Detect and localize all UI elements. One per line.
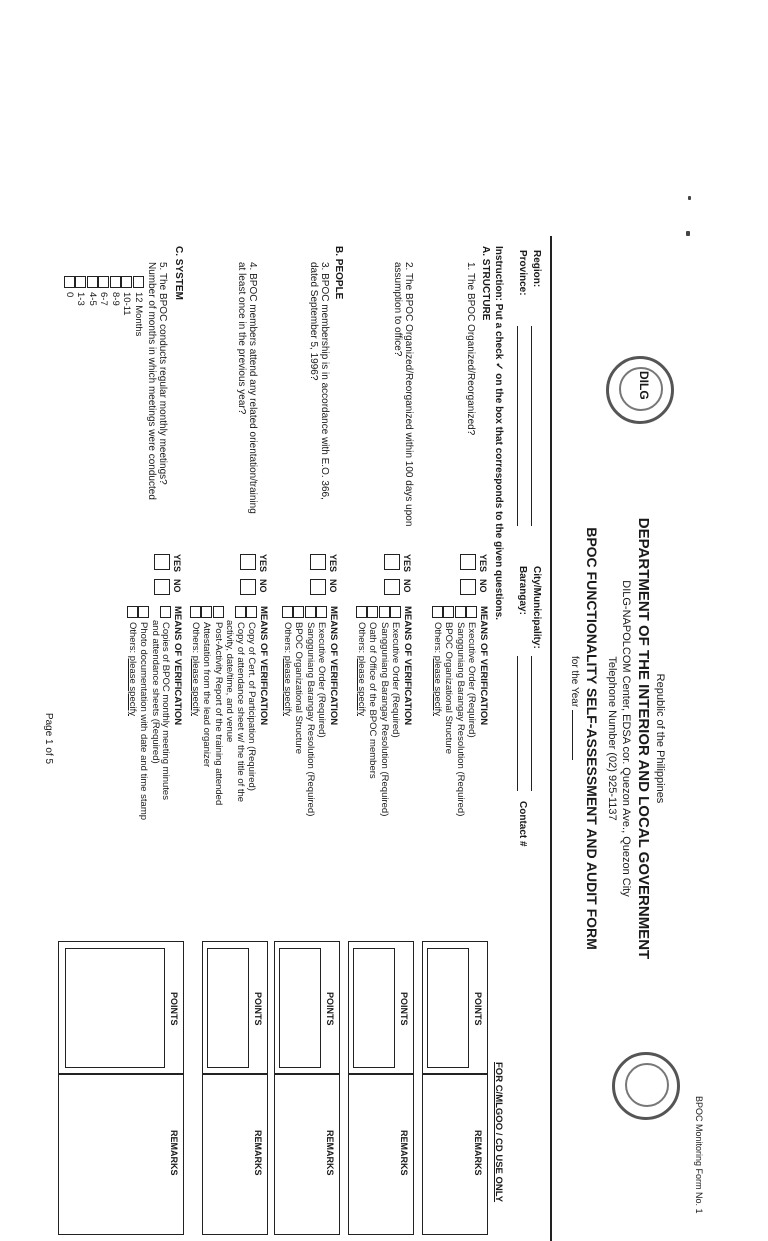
q3-mov-item (281, 606, 293, 816)
for-official-use-label: FOR C/MLGOO / CD USE ONLY (493, 1062, 504, 1203)
q3-mov-checkbox[interactable] (293, 606, 304, 618)
q2-mov-heading: MEANS OF VERIFICATION (402, 606, 413, 726)
barangay-label: Barangay: (517, 566, 528, 615)
months-option-label: 6-7 (98, 292, 110, 306)
q4-points-box (202, 941, 268, 1075)
q4-mov-checkbox[interactable] (235, 606, 246, 618)
q1-mov-item (466, 606, 478, 816)
q3-points-label: POINTS (325, 992, 335, 1026)
question-3-line-2: dated September 5, 1996? (308, 262, 319, 381)
q4-mov-text: activity, date/time, and venue (224, 620, 236, 743)
region-label: Region: (531, 250, 542, 288)
q3-mov-block (281, 606, 338, 816)
months-option (86, 276, 98, 336)
dilg-logo-lettering: DILG (637, 371, 651, 400)
question-2-line-2: assumption to office? (392, 262, 403, 357)
q2-mov-text: Oath of Office of the BPOC members (367, 622, 379, 779)
q3-mov-checkbox[interactable] (305, 606, 316, 618)
city-municipality-label: City/Municipality: (531, 566, 542, 649)
q5-mov-text: and attendance sheets (Required) (149, 620, 161, 764)
q3-mov-text: Sangguniang Barangay Resolution (Required) (304, 622, 316, 817)
months-list (63, 276, 144, 336)
header-department: DEPARTMENT OF THE INTERIOR AND LOCAL GOVERNMENT (635, 517, 652, 960)
for-the-year (569, 656, 580, 760)
q3-mov-heading: MEANS OF VERIFICATION (328, 606, 339, 726)
q1-mov-checkbox[interactable] (432, 606, 443, 618)
q1-mov-checkbox[interactable] (467, 606, 478, 618)
q1-mov-others-label: Others: (431, 622, 443, 654)
question-5-line-1: 5. The BPOC conducts regular monthly meetings? (157, 262, 168, 485)
q4-mov-text: Copy of attendance sheet w/ the title of the (234, 622, 246, 803)
q1-points-box (422, 941, 488, 1075)
q3-mov-text: BPOC Organizational Structure (293, 622, 305, 755)
q4-remarks-label: REMARKS (253, 1130, 263, 1176)
q5-yes-checkbox[interactable] (154, 554, 170, 570)
q5-remarks-box (58, 1073, 184, 1235)
q3-mov-item (293, 606, 305, 816)
q5-no-label: NO (172, 579, 182, 593)
province-label: Province: (517, 250, 528, 296)
section-c-title: C. SYSTEM (173, 246, 184, 300)
q3-points-box (274, 941, 340, 1075)
q4-mov-specify[interactable]: please specify (189, 655, 201, 716)
q1-mov-text: Sangguniang Barangay Resolution (Required) (454, 622, 466, 817)
region-field[interactable] (531, 326, 532, 526)
q3-yes-checkbox[interactable] (310, 554, 326, 570)
q4-mov-item (234, 606, 246, 805)
city-municipality-field[interactable] (531, 656, 532, 791)
q5-mov-text: Copies of BPOC monthly meeting minutes (160, 622, 172, 800)
q1-mov-checkbox[interactable] (455, 606, 466, 618)
q2-mov-item (367, 606, 379, 816)
q3-mov-checkbox[interactable] (282, 606, 293, 618)
months-option-label: 10-11 (121, 292, 133, 316)
q5-mov-checkbox[interactable] (138, 606, 149, 618)
q2-mov-checkbox[interactable] (356, 606, 367, 618)
question-5 (146, 262, 168, 500)
q4-mov-checkbox[interactable] (190, 606, 201, 618)
q1-mov-text: BPOC Organizational Structure (443, 622, 455, 755)
q5-mov-checkbox[interactable] (161, 606, 172, 618)
question-1: 1. The BPOC Organized/Reorganized? (465, 262, 476, 436)
header-telephone: Telephone Number (02) 925-1137 (606, 656, 618, 821)
q2-mov-others-label: Others: (355, 622, 367, 654)
q2-points-field[interactable] (353, 948, 395, 1068)
q5-mov-text: Photo documentation with date and time stamp (138, 622, 150, 821)
q1-points-label: POINTS (473, 992, 483, 1026)
q1-points-field[interactable] (427, 948, 469, 1068)
question-5-line-2: Number of months in which meetings were conducted (146, 262, 157, 500)
months-checkbox[interactable] (121, 276, 132, 288)
q4-mov-text: Attestation from the lead organizer (201, 622, 213, 768)
q1-mov-specify[interactable]: please specify (431, 655, 443, 716)
q4-mov-others-label: Others: (189, 622, 201, 654)
q2-points-box (348, 941, 414, 1075)
months-option (121, 276, 133, 336)
q3-points-field[interactable] (279, 948, 321, 1068)
q2-no-checkbox[interactable] (384, 579, 400, 595)
q4-yes-checkbox[interactable] (240, 554, 256, 570)
q5-no-checkbox[interactable] (154, 579, 170, 595)
q3-mov-text: Executive Order (Required) (316, 622, 328, 738)
q5-mov-item (160, 606, 172, 820)
q3-no-checkbox[interactable] (310, 579, 326, 595)
q1-mov-heading: MEANS OF VERIFICATION (478, 606, 489, 726)
q1-mov-text: Executive Order (Required) (466, 622, 478, 738)
months-option (109, 276, 121, 336)
q4-yes-label: YES (258, 554, 268, 573)
q4-no-checkbox[interactable] (240, 579, 256, 595)
months-checkbox[interactable] (64, 276, 75, 288)
q4-mov-checkbox[interactable] (247, 606, 258, 618)
q3-remarks-label: REMARKS (325, 1130, 335, 1176)
q5-mov-block (126, 606, 182, 820)
form-page (32, 236, 704, 1241)
months-checkbox[interactable] (133, 276, 144, 288)
instruction-text: Instruction: Put a check ✓ on the box that corresponds to the given questions. (493, 246, 504, 620)
q2-mov-item (378, 606, 390, 816)
q2-yes-label: YES (402, 554, 412, 573)
q2-remarks-label: REMARKS (399, 1130, 409, 1176)
page-number: Page 1 of 5 (43, 712, 54, 765)
q5-remarks-label: REMARKS (169, 1130, 179, 1176)
question-4 (236, 262, 258, 514)
q1-remarks-label: REMARKS (473, 1130, 483, 1176)
q1-mov-item (443, 606, 455, 816)
q5-mov-others-label: Others: (126, 622, 138, 654)
q4-points-field[interactable] (207, 948, 249, 1068)
question-4-line-2: at least once in the previous year? (236, 262, 247, 415)
q3-mov-item (304, 606, 316, 816)
q4-mov-checkbox[interactable] (213, 606, 224, 618)
months-checkbox[interactable] (98, 276, 109, 288)
barangay-field[interactable] (517, 656, 518, 791)
q5-yes-label: YES (172, 554, 182, 573)
q2-remarks-box (348, 1073, 414, 1235)
q2-mov-specify[interactable]: please specify (355, 655, 367, 716)
q2-mov-text: Executive Order (Required) (390, 622, 402, 738)
q1-mov-checkbox[interactable] (443, 606, 454, 618)
q2-mov-block (355, 606, 412, 816)
q3-mov-item (316, 606, 328, 816)
q3-mov-others-label: Others: (281, 622, 293, 654)
q1-yes-checkbox[interactable] (460, 554, 476, 570)
q3-remarks-box (274, 1073, 340, 1235)
contact-label: Contact # (517, 801, 528, 847)
q1-remarks-box (422, 1073, 488, 1235)
months-checkbox[interactable] (87, 276, 98, 288)
form-title: BPOC FUNCTIONALITY SELF-ASSESSMENT AND AUDIT FORM (584, 527, 600, 950)
q4-mov-item (246, 606, 258, 805)
question-4-line-1: 4. BPOC members attend any related orientation/training (247, 262, 258, 514)
q4-mov-text: Post-Activity Report of the training attended (212, 622, 224, 806)
q2-points-label: POINTS (399, 992, 409, 1026)
months-option (98, 276, 110, 336)
q5-mov-heading: MEANS OF VERIFICATION (172, 606, 183, 726)
months-option-label: 12 Months (132, 292, 144, 337)
scan-speck (688, 196, 691, 200)
form-number: BPOC Monitoring Form No. 1 (694, 1096, 704, 1214)
question-2-line-1: 2. The BPOC Organized/Reorganized within 100 days upon (403, 262, 414, 527)
months-option-label: 8-9 (109, 292, 121, 306)
q2-mov-checkbox[interactable] (379, 606, 390, 618)
months-checkbox[interactable] (110, 276, 121, 288)
q5-points-label: POINTS (169, 992, 179, 1026)
q4-mov-text: Copy of Cert. of Participation (Required) (246, 622, 258, 791)
header-republic: Republic of the Philippines (654, 673, 666, 804)
section-b-title: B. PEOPLE (333, 246, 344, 300)
header-divider (550, 236, 552, 1241)
q5-points-box (58, 941, 184, 1075)
months-option-label: 0 (63, 292, 75, 298)
q5-mov-item (126, 606, 138, 820)
q2-no-label: NO (402, 579, 412, 593)
header-address: DILG-NAPOLCOM Center, EDSA cor. Quezon Ave., Quezon City (620, 580, 632, 897)
q1-mov-block (431, 606, 488, 816)
for-the-year-label: for the Year (569, 656, 580, 708)
q5-mov-checkbox[interactable] (127, 606, 138, 618)
q2-mov-checkbox[interactable] (391, 606, 402, 618)
q5-mov-item-continued (149, 606, 160, 820)
months-option-label: 1-3 (75, 292, 87, 306)
q2-yes-checkbox[interactable] (384, 554, 400, 570)
q5-mov-item (138, 606, 150, 820)
year-field[interactable] (572, 710, 573, 760)
q2-mov-item (355, 606, 367, 816)
q5-points-field[interactable] (65, 948, 165, 1068)
q3-yes-label: YES (328, 554, 338, 573)
months-option (132, 276, 144, 336)
province-field[interactable] (517, 326, 518, 526)
months-checkbox[interactable] (75, 276, 86, 288)
q4-mov-block (189, 606, 268, 805)
question-3 (308, 262, 330, 500)
q4-remarks-box (202, 1073, 268, 1235)
q2-mov-checkbox[interactable] (367, 606, 378, 618)
months-option (63, 276, 75, 336)
rotated-form-page (32, 236, 704, 1241)
q4-mov-item (212, 606, 224, 805)
q4-no-label: NO (258, 579, 268, 593)
q4-mov-heading: MEANS OF VERIFICATION (258, 606, 269, 726)
q4-mov-item (189, 606, 201, 805)
q1-no-label: NO (478, 579, 488, 593)
q1-mov-item (454, 606, 466, 816)
q1-mov-item (431, 606, 443, 816)
q2-mov-text: Sangguniang Barangay Resolution (Required) (378, 622, 390, 817)
question-2 (392, 262, 414, 526)
q4-mov-item-continued (224, 606, 235, 805)
q1-yes-label: YES (478, 554, 488, 573)
question-3-line-1: 3. BPOC membership is in accordance with E.O. 366, (319, 262, 330, 500)
q2-mov-item (390, 606, 402, 816)
q4-mov-checkbox[interactable] (201, 606, 212, 618)
section-a-title: A. STRUCTURE (480, 246, 491, 321)
months-option (75, 276, 87, 336)
q5-mov-specify[interactable]: please specify (126, 655, 138, 716)
q3-mov-specify[interactable]: please specify (281, 655, 293, 716)
q1-no-checkbox[interactable] (460, 579, 476, 595)
q3-mov-checkbox[interactable] (317, 606, 328, 618)
months-option-label: 4-5 (86, 292, 98, 306)
q4-mov-item (201, 606, 213, 805)
q3-no-label: NO (328, 579, 338, 593)
q4-points-label: POINTS (253, 992, 263, 1026)
